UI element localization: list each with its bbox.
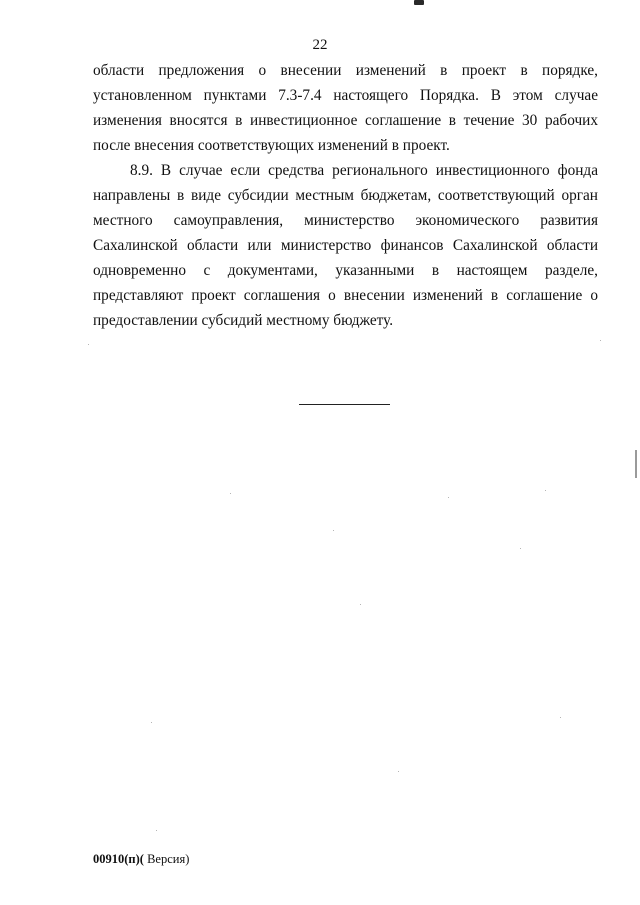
scan-artifact-right xyxy=(635,450,637,478)
page-number: 22 xyxy=(312,37,328,53)
scan-speck xyxy=(151,722,152,723)
scan-speck xyxy=(230,493,231,494)
scan-speck xyxy=(545,490,546,491)
scan-speck xyxy=(360,604,361,605)
paragraph-line: установленном пунктами 7.3-7.4 настоящего Порядка. В этом случае xyxy=(93,87,598,104)
footer-code: 00910(п)( xyxy=(93,852,144,866)
scan-speck xyxy=(333,530,334,531)
footer-version: Версия) xyxy=(143,852,190,866)
paragraph-line: представляют проект соглашения о внесении изменений в соглашение о xyxy=(93,287,598,304)
paragraph-line: одновременно с документами, указанными в настоящем разделе, xyxy=(93,262,598,279)
paragraph-line: изменения вносятся в инвестиционное соглашение в течение 30 рабочих xyxy=(93,112,598,129)
paragraph-line: местного самоуправления, министерство экономического развития xyxy=(93,212,598,229)
scan-speck xyxy=(156,830,157,831)
paragraph-8-9 xyxy=(93,158,598,333)
scan-speck xyxy=(398,771,399,772)
paragraph-line: 8.9. В случае если средства регионального инвестиционного фонда xyxy=(130,162,598,179)
paragraph-continuation xyxy=(93,58,598,158)
scan-speck xyxy=(448,497,449,498)
paragraph-line: Сахалинской области или министерство финансов Сахалинской области xyxy=(93,237,598,254)
paragraph-line: направлены в виде субсидии местным бюджетам, соответствующий орган xyxy=(93,187,598,204)
paragraph-line: области предложения о внесении изменений в проект в порядке, xyxy=(93,62,598,79)
scan-speck xyxy=(88,344,89,345)
end-separator-line xyxy=(299,404,390,405)
scan-speck xyxy=(600,340,601,341)
scan-artifact-top xyxy=(414,0,424,5)
scan-speck xyxy=(560,717,561,718)
paragraph-line: предоставлении субсидий местному бюджету. xyxy=(93,312,394,329)
footer-document-code xyxy=(93,851,189,867)
scan-speck xyxy=(520,548,521,549)
paragraph-line: после внесения соответствующих изменений в проект. xyxy=(93,137,450,154)
